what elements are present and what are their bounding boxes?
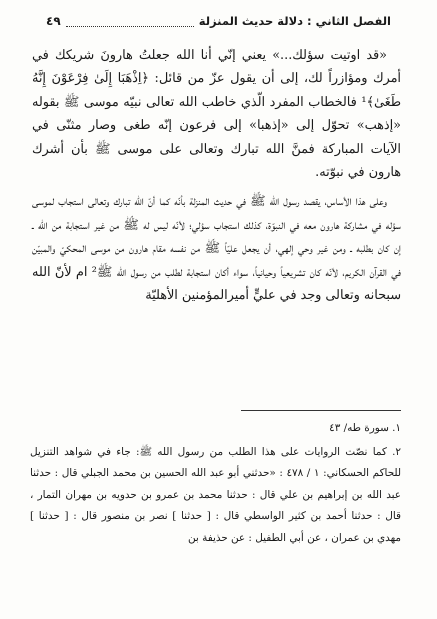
running-header: [46, 12, 391, 30]
chapter-title: الفصل الثاني : دلالة حديث المنزلة: [198, 14, 391, 28]
header-dotted-leader: [66, 16, 194, 27]
main-text: [32, 44, 401, 307]
footnote-separator: [241, 410, 401, 411]
footnotes: [30, 418, 401, 550]
paragraph: وعلى هذا الأساس، يقصد رسول الله ﷺ في حديث المنزلة بأنّه كما أنّ الله تبارك وتعالى استجاب لموسى سؤله في مشاركة هارون معه في النبوّة، كذلك استجاب سؤلي؛ لأنّه ليس له ﷺ من غير استجابة من الله ـ إن كان بطلبه ـ ومن غير وحي إلهي، أن يجعل عليّاً ﷺ من نفسه مقام هارون من موسى المحكيّ والمبيّن في القرآن الكريم، لأنّه كان تشريعياً وحيانياً، سواء أكان استجابة لطلب من رسول الله ﷺ² ام لأنّ الله سبحانه وتعالى وجد في عليٍّ أميرالمؤمنين الأهليّة: [32, 194, 401, 304]
footnote: ٢. كما نصّت الروايات على هذا الطلب من رسول الله ﷺ: جاء في شواهد التنزيل للحاكم الحسكاني: ١ / ٤٧٨ : «حدثني أبو عبد الله الحسين بن محمد الجبلي قال : حدثنا عبد الله بن إبراهيم بن علي قال : حدثنا محمد بن عمرو بن حدويه بن مهران التمار ، قال : حدثنا أحمد بن كثير الواسطي قال : [ حدثنا ] نصر بن منصور قال : [ حدثنا ] مهدي بن عمران ، عن أبي الطفيل : عن حذيفة بن: [30, 445, 402, 544]
page-number: ٤٩: [46, 14, 61, 28]
paragraph: «قد اوتيت سؤلك...» يعني إنّي أنا الله جعلتُ هارونَ شريكك في أمرك ومؤازراً لك، إلى أن يقول عزّ من قائل: ﴿اِذْهَبَا إِلَىٰ فِرْعَوْنَ إِنَّهُ طَغَىٰ﴾¹ فالخطاب المفرد الّذي خاطب الله تعالى نبيّه موسى ﷺ بقوله «إذهب» تحوّل إلى «إذهبا» إلى فرعون إنّه طغى وصار مثنّى في الآيات المباركة فمنَّ الله تبارك وتعالى على موسى ﷺ بأن أشرك هارون في نبوّته.: [32, 48, 401, 181]
footnote: ١. سورة طه/ ٤٣: [329, 422, 401, 434]
